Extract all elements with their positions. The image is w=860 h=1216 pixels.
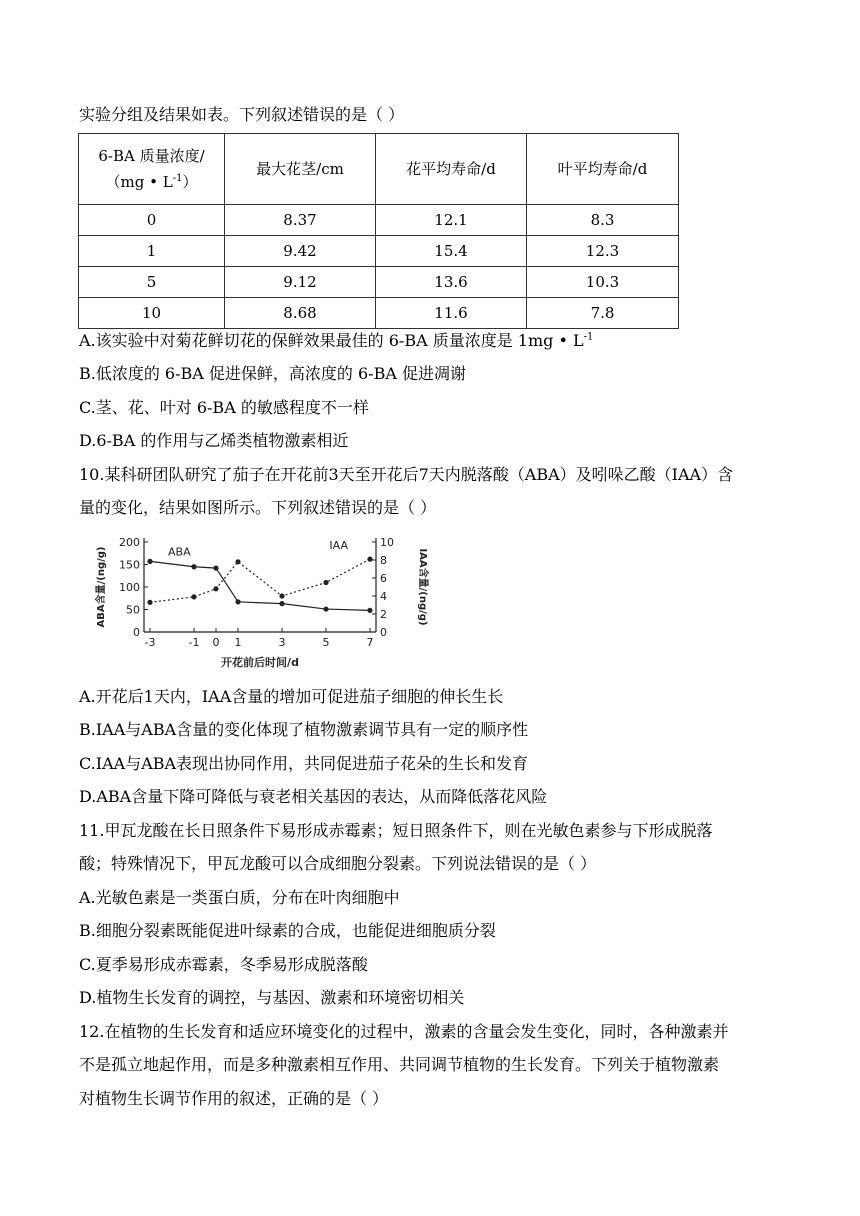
q11-option-a: A.光敏色素是一类蛋白质，分布在叶肉细胞中 bbox=[79, 888, 400, 907]
y-left-tick-label: 200 bbox=[119, 536, 140, 549]
table-row bbox=[79, 267, 679, 298]
x-tick-label: 5 bbox=[322, 636, 330, 649]
q9-option-b: B.低浓度的 6-BA 促进保鲜，高浓度的 6-BA 促进凋谢 bbox=[79, 364, 466, 383]
x-axis-title: 开花前后时间/d bbox=[221, 656, 299, 669]
table-cell: 9.42 bbox=[225, 236, 376, 267]
q11-option-b: B.细胞分裂素既能促进叶绿素的合成，也能促进细胞质分裂 bbox=[79, 921, 496, 940]
table-cell: 9.12 bbox=[225, 267, 376, 298]
data-point-aba bbox=[235, 599, 240, 604]
table-cell: 10 bbox=[79, 298, 225, 329]
table-cell: 8.68 bbox=[225, 298, 376, 329]
table-header-leaf-life: 叶平均寿命/d bbox=[527, 134, 679, 205]
y-right-tick-label: 4 bbox=[380, 590, 387, 603]
series-label-aba: ABA bbox=[168, 545, 191, 559]
table-cell: 12.3 bbox=[527, 236, 679, 267]
results-table bbox=[78, 133, 679, 329]
table-cell: 7.8 bbox=[527, 298, 679, 329]
table-header-flower-life: 花平均寿命/d bbox=[376, 134, 527, 205]
data-point-aba bbox=[191, 564, 196, 569]
q11-option-d: D.植物生长发育的调控，与基因、激素和环境密切相关 bbox=[79, 988, 465, 1007]
x-tick-label: 1 bbox=[234, 636, 242, 649]
table-cell: 11.6 bbox=[376, 298, 527, 329]
q11-stem-line1: 11.甲瓦龙酸在长日照条件下易形成赤霉素；短日照条件下，则在光敏色素参与下形成脱落 bbox=[79, 821, 713, 840]
table-cell: 8.3 bbox=[527, 205, 679, 236]
table-header-concentration: 6-BA 质量浓度/ （mg • $L^{-1}$） bbox=[79, 134, 225, 205]
y-right-tick-label: 6 bbox=[380, 572, 387, 585]
q12-stem-line3: 对植物生长调节作用的叙述，正确的是（ ） bbox=[79, 1089, 389, 1108]
table-cell: 0 bbox=[79, 205, 225, 236]
y-left-tick-label: 50 bbox=[126, 603, 140, 617]
series-line-aba bbox=[150, 561, 370, 610]
y-left-tick-label: 0 bbox=[133, 626, 140, 639]
data-point-aba bbox=[213, 566, 218, 571]
table-row bbox=[79, 205, 679, 236]
q9-option-c: C.茎、花、叶对 6-BA 的敏感程度不一样 bbox=[79, 398, 369, 417]
data-point-iaa bbox=[235, 559, 240, 564]
q10-option-b: B.IAA与ABA含量的变化体现了植物激素调节具有一定的顺序性 bbox=[79, 720, 529, 739]
table-cell: 12.1 bbox=[376, 205, 527, 236]
table-cell: 13.6 bbox=[376, 267, 527, 298]
q9-option-a: A.该实验中对菊花鲜切花的保鲜效果最佳的 6-BA 质量浓度是 1mg • $L^{-1}$ bbox=[79, 331, 594, 350]
data-point-iaa bbox=[191, 594, 196, 599]
q11-option-c: C.夏季易形成赤霉素，冬季易形成脱落酸 bbox=[79, 955, 368, 974]
table-cell: 5 bbox=[79, 267, 225, 298]
q12-stem-line1: 12.在植物的生长发育和适应环境变化的过程中，激素的含量会发生变化，同时，各种激素并 bbox=[79, 1022, 729, 1041]
table-cell: 15.4 bbox=[376, 236, 527, 267]
table-row bbox=[79, 298, 679, 329]
x-tick-label: -3 bbox=[144, 636, 156, 649]
q9-option-d: D.6-BA 的作用与乙烯类植物激素相近 bbox=[79, 431, 349, 450]
q10-option-d: D.ABA含量下降可降低与衰老相关基因的表达，从而降低落花风险 bbox=[79, 787, 548, 806]
data-point-iaa bbox=[279, 593, 284, 598]
y-right-tick-label: 2 bbox=[380, 608, 387, 621]
data-point-aba bbox=[147, 559, 152, 564]
x-tick-label: 0 bbox=[212, 636, 220, 649]
y-right-tick-label: 8 bbox=[380, 554, 387, 567]
table-header-row bbox=[79, 134, 679, 205]
table-cell: 1 bbox=[79, 236, 225, 267]
q12-stem-line2: 不是孤立地起作用，而是多种激素相互作用、共同调节植物的生长发育。下列关于植物激素 bbox=[79, 1055, 720, 1074]
data-point-aba bbox=[367, 608, 372, 613]
q11-stem-line2: 酸；特殊情况下，甲瓦龙酸可以合成细胞分裂素。下列说法错误的是（ ） bbox=[79, 854, 597, 873]
q10-stem-line1: 10.某科研团队研究了茄子在开花前3天至开花后7天内脱落酸（ABA）及吲哚乙酸（IAA）含 bbox=[79, 465, 734, 484]
x-tick-label: -1 bbox=[188, 636, 200, 649]
data-point-iaa bbox=[213, 586, 218, 591]
data-point-iaa bbox=[367, 557, 372, 562]
table-cell: 8.37 bbox=[225, 205, 376, 236]
data-point-iaa bbox=[323, 580, 328, 585]
q10-stem-line2: 量的变化，结果如图所示。下列叙述错误的是（ ） bbox=[79, 498, 437, 517]
data-point-aba bbox=[279, 601, 284, 606]
y-right-tick-label: 0 bbox=[380, 626, 387, 639]
hormone-line-chart bbox=[90, 530, 430, 670]
x-tick-label: 7 bbox=[366, 636, 374, 649]
y-right-axis-title: IAA含量/(ng/g) bbox=[417, 548, 428, 626]
y-right-tick-label: 10 bbox=[380, 536, 394, 549]
series-label-iaa: IAA bbox=[329, 539, 348, 553]
data-point-iaa bbox=[147, 600, 152, 605]
question-intro: 实验分组及结果如表。下列叙述错误的是（ ） bbox=[79, 105, 405, 124]
table-header-stem: 最大花茎/cm bbox=[225, 134, 376, 205]
data-point-aba bbox=[323, 606, 328, 611]
y-left-tick-label: 150 bbox=[119, 558, 140, 572]
y-left-axis-title: ABA含量/(ng/g) bbox=[96, 546, 107, 628]
table-cell: 10.3 bbox=[527, 267, 679, 298]
table-row bbox=[79, 236, 679, 267]
q10-option-a: A.开花后1天内，IAA含量的增加可促进茄子细胞的伸长生长 bbox=[79, 687, 504, 706]
x-tick-label: 3 bbox=[278, 636, 286, 649]
y-left-tick-label: 100 bbox=[119, 581, 140, 594]
q10-option-c: C.IAA与ABA表现出协同作用，共同促进茄子花朵的生长和发育 bbox=[79, 754, 529, 773]
